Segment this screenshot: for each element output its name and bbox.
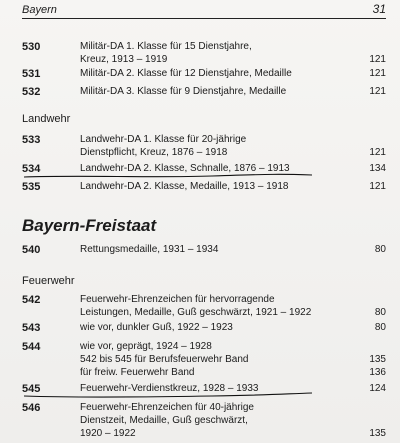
entry-description: wie vor, geprägt, 1924 – 1928 542 bis 545 für Berufsfeuerwehr Band für freiw. Feuerwehr Band	[80, 341, 249, 378]
catalog-entry	[22, 340, 386, 380]
entry-number: 546	[22, 402, 41, 414]
entry-page: 121	[369, 181, 386, 192]
entry-page: 121	[369, 86, 386, 97]
entry-number: 533	[22, 134, 41, 146]
entry-page: 80	[374, 322, 386, 333]
section-title-bayern-freistaat: Bayern-Freistaat	[22, 216, 157, 235]
entry-page: 121	[369, 54, 386, 65]
entry-description: Feuerwehr-Ehrenzeichen für hervorragende Leistungen, Medaille, Guß geschwärzt, 1921 – 1922	[80, 294, 312, 318]
catalog-entry	[22, 321, 386, 335]
entry-description: Militär-DA 2. Klasse für 12 Dienstjahre, Medaille	[80, 68, 292, 79]
entry-page: 135	[369, 428, 386, 439]
entry-number: 544	[22, 341, 41, 353]
entry-page: 124	[369, 383, 386, 394]
catalog-entry	[22, 180, 386, 194]
catalog-entry	[22, 293, 386, 321]
header-state: Bayern	[22, 4, 57, 16]
section-title-feuerwehr: Feuerwehr	[22, 275, 75, 287]
entry-description: Militär-DA 3. Klasse für 9 Dienstjahre, Medaille	[80, 86, 287, 97]
entry-number: 540	[22, 244, 41, 256]
page-header	[22, 0, 386, 19]
entry-page: 121	[369, 147, 386, 158]
entry-page: 80	[374, 244, 386, 255]
entry-number: 530	[22, 41, 41, 53]
catalog-entry	[22, 401, 386, 441]
entry-number: 545	[22, 383, 41, 395]
entry-description: Feuerwehr-Verdienstkreuz, 1928 – 1933	[80, 383, 259, 394]
entry-page-freiw-feuerwehr: 136	[369, 367, 386, 378]
catalog-entry	[22, 243, 386, 257]
catalog-entry	[22, 85, 386, 99]
entry-page: 134	[369, 163, 386, 174]
entry-description: Rettungsmedaille, 1931 – 1934	[80, 244, 219, 255]
catalog-entry	[22, 40, 386, 68]
catalog-entry	[22, 133, 386, 161]
entry-description: wie vor, dunkler Guß, 1922 – 1923	[80, 322, 233, 333]
handwritten-underline	[22, 391, 314, 401]
entry-description: Landwehr-DA 2. Klasse, Schnalle, 1876 – 1913	[80, 163, 290, 174]
entry-number: 535	[22, 181, 41, 193]
entry-description: Feuerwehr-Ehrenzeichen für 40-jährige Dienstzeit, Medaille, Guß geschwärzt, 1920 – 1922	[80, 402, 254, 439]
entry-description: Militär-DA 1. Klasse für 15 Dienstjahre, Kreuz, 1913 – 1919	[80, 41, 252, 65]
entry-page-berufsfeuerwehr: 135	[369, 354, 386, 365]
catalog-entry	[22, 67, 386, 81]
entry-number: 542	[22, 294, 41, 306]
header-page-number: 31	[372, 2, 386, 16]
entry-description: Landwehr-DA 1. Klasse für 20-jährige Dienstpflicht, Kreuz, 1876 – 1918	[80, 134, 247, 158]
entry-description: Landwehr-DA 2. Klasse, Medaille, 1913 – 1918	[80, 181, 289, 192]
entry-number: 532	[22, 86, 41, 98]
entry-number: 531	[22, 68, 41, 80]
section-title-landwehr: Landwehr	[22, 113, 71, 125]
entry-page: 121	[369, 68, 386, 79]
entry-page: 80	[374, 307, 386, 318]
entry-number: 534	[22, 163, 41, 175]
entry-number: 543	[22, 322, 41, 334]
